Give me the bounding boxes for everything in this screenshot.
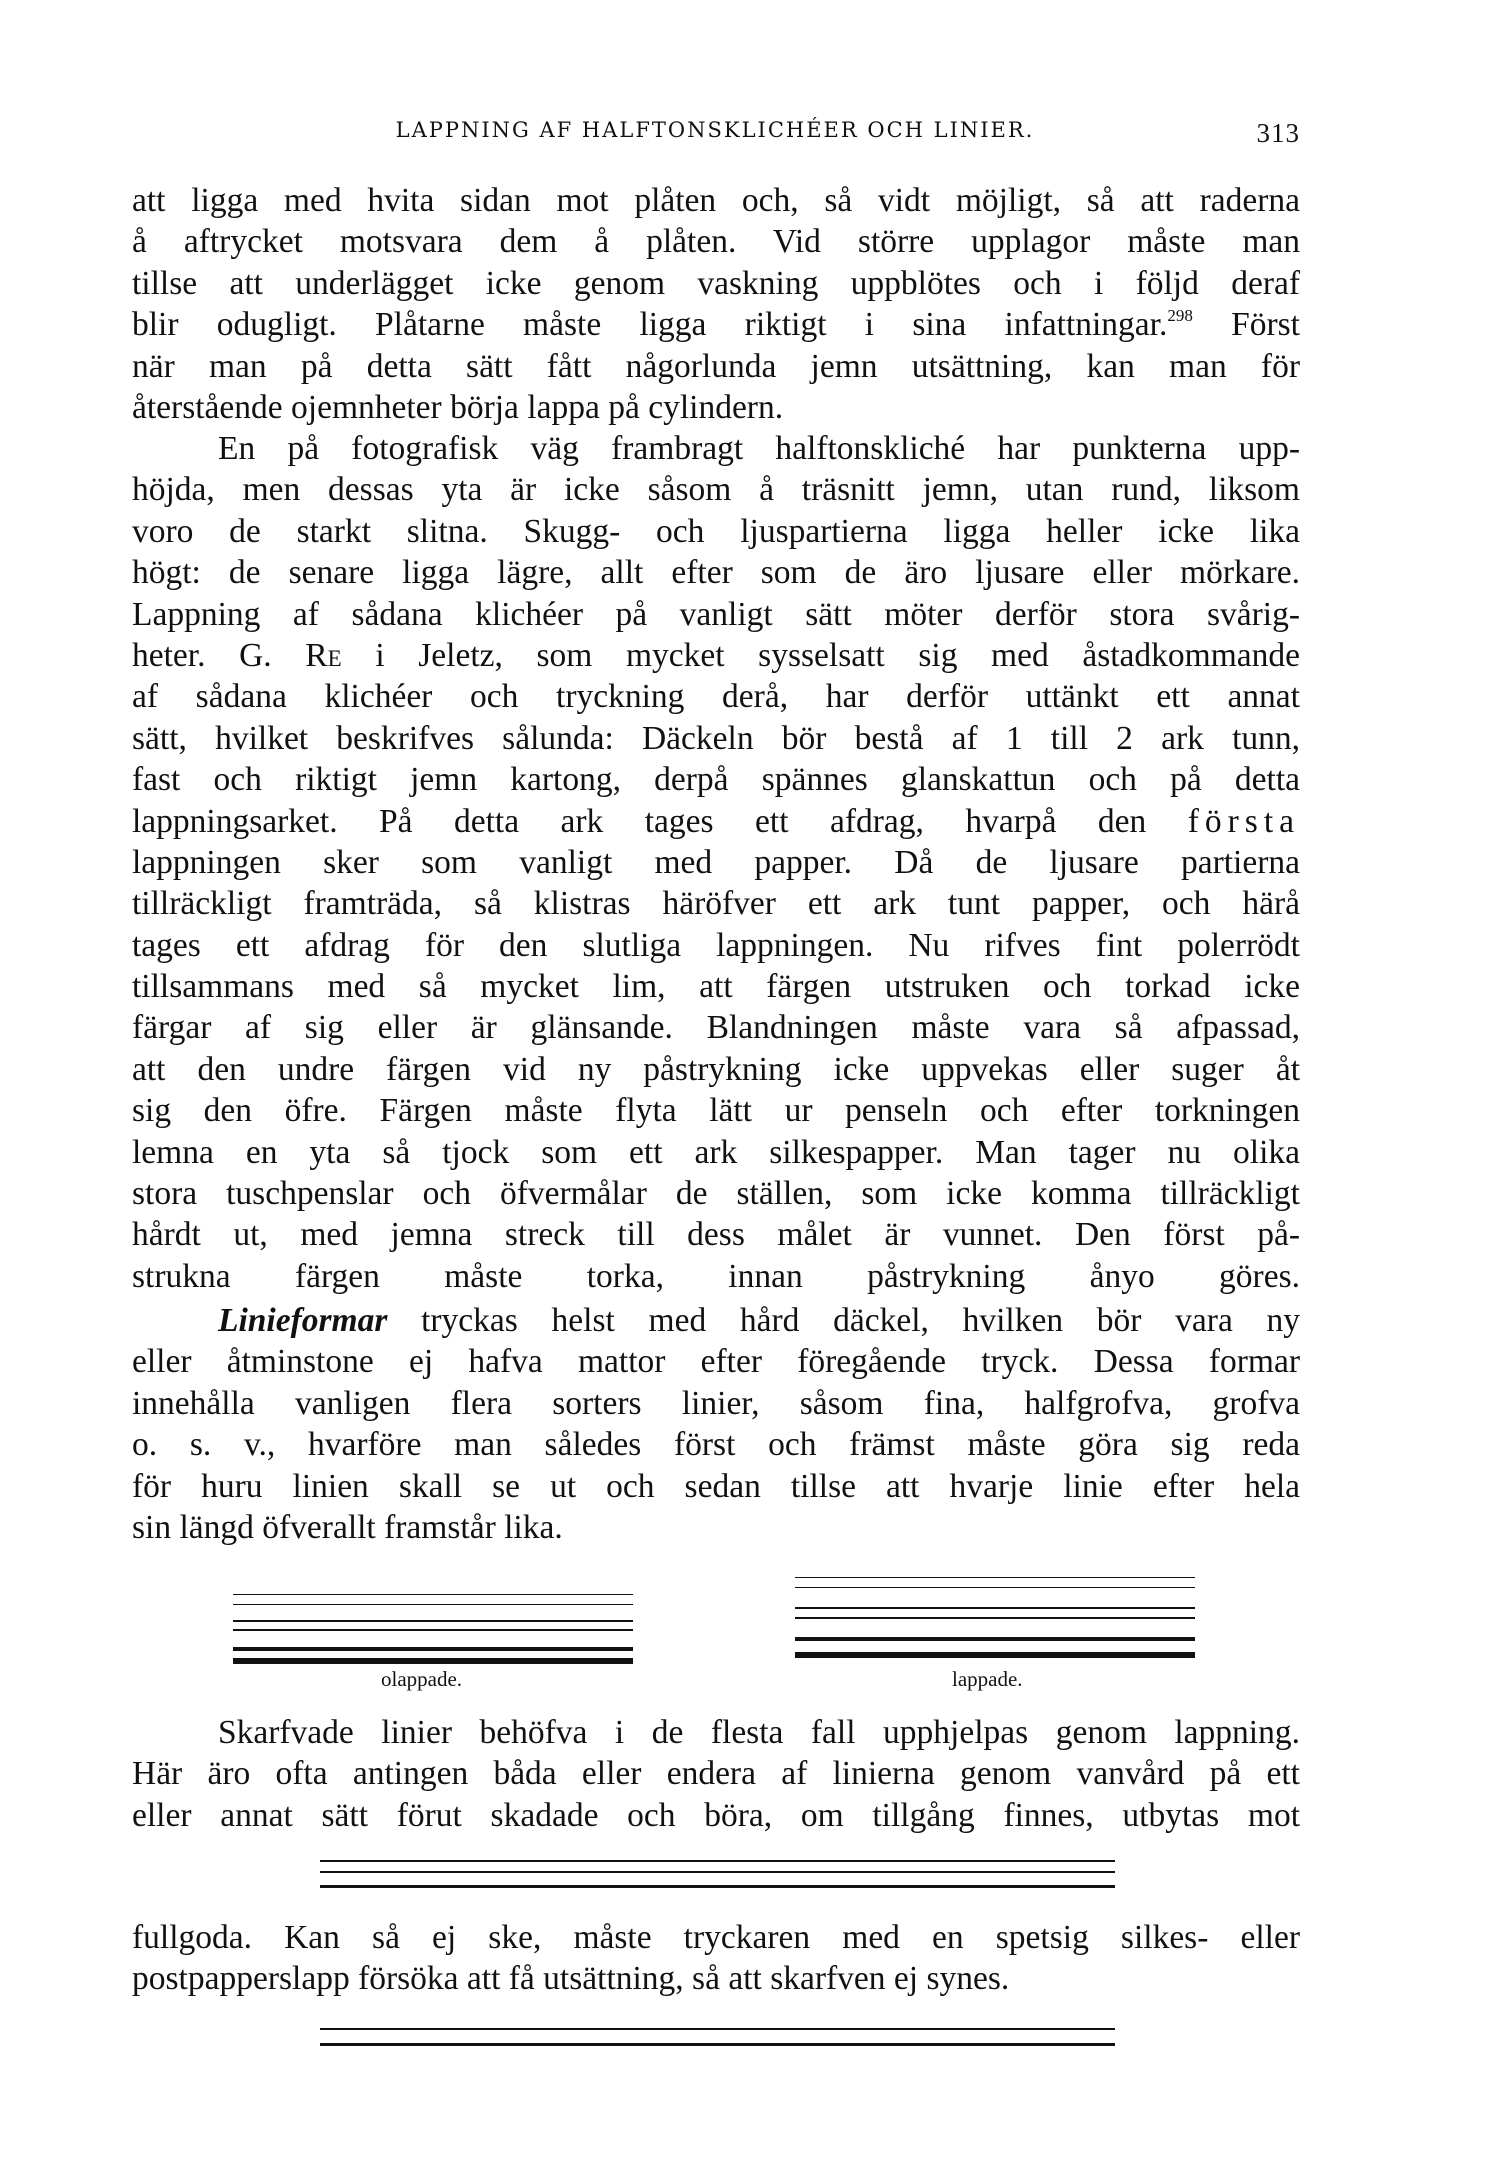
text-line: återstående ojemnheter börja lappa på cylindern. (132, 388, 784, 426)
text-line (132, 1300, 1300, 1341)
text-line: fast och riktigt jemn kartong, derpå spännes glanskattun och på detta (132, 761, 1300, 799)
paragraph-4 (132, 1712, 1300, 1836)
person-name: Re (305, 636, 342, 674)
text-line (132, 801, 1300, 842)
text-line: för huru linien skall se ut och sedan tillse att hvarje linie efter hela (132, 1467, 1300, 1505)
text-line: af sådana klichéer och tryckning derå, har derför uttänkt ett annat (132, 678, 1300, 716)
rule-thick (233, 1647, 633, 1651)
spaced-word: första (1187, 802, 1301, 840)
text-line (132, 304, 1300, 345)
text-segment: heter. G. (132, 636, 272, 674)
text-line: tillräckligt framträda, så klistras häröfver ett ark tunt papper, och härå (132, 885, 1300, 923)
text-line: voro de starkt slitna. Skugg- och ljuspartierna ligga heller icke lika (132, 512, 1300, 550)
text-line: Skarfvade linier behöfva i de flesta fall upphjelpas genom lappning. (218, 1714, 1300, 1751)
rule-thick (795, 1637, 1195, 1641)
text-line: strukna färgen måste torka, innan påstrykning ånyo göres. (132, 1257, 1300, 1295)
text-line: postpapperslapp försöka att få utsättning, så att skarfven ej synes. (132, 1960, 1010, 1998)
text-line: att den undre färgen vid ny påstrykning icke uppvekas eller suger åt (132, 1050, 1300, 1088)
text-line: å aftrycket motsvara dem å plåten. Vid större upplagor måste man (132, 223, 1300, 261)
page-number: 313 (1256, 118, 1300, 148)
rule-medium (320, 1885, 1115, 1888)
rule-thin (320, 2028, 1115, 2030)
text-line: Här äro ofta antingen båda eller endera af linierna genom vanvård på ett (132, 1755, 1300, 1793)
rule-medium (795, 1607, 1195, 1609)
text-segment: i Jeletz, som mycket sysselsatt sig med åstadkommande (375, 636, 1301, 674)
text-segment: lappningsarket. På detta ark tages ett afdrag, hvarpå den (132, 802, 1147, 840)
rule-thin (320, 1871, 1115, 1873)
rule-thin (795, 1587, 1195, 1588)
text-line: eller annat sätt förut skadade och böra, om tillgång finnes, utbytas mot (132, 1796, 1300, 1834)
rule-medium (233, 1629, 633, 1631)
paragraph-1 (132, 180, 1300, 428)
rule-heavy (795, 1652, 1195, 1658)
text-line: o. s. v., hvarföre man således först och främst måste göra sig reda (132, 1426, 1300, 1464)
paragraph-5 (132, 1917, 1300, 2000)
text-line: hårdt ut, med jemna streck till dess målet är vunnet. Den först på- (132, 1216, 1300, 1254)
text-line: tillse att underlägget icke genom vaskning uppblötes och i följd deraf (132, 264, 1300, 302)
text-line (132, 635, 1300, 676)
text-line: färgar af sig eller är glänsande. Blandningen måste vara så afpassad, (132, 1009, 1300, 1047)
rule-thin (233, 1604, 633, 1605)
rule-thin (795, 1577, 1195, 1578)
rule-medium (233, 1620, 633, 1622)
italic-term: Linieformar (218, 1302, 388, 1339)
text-segment: blir odugligt. Plåtarne måste ligga riktigt i sina infattningar. (132, 306, 1168, 344)
text-segment: Först (1231, 306, 1300, 344)
text-line: En på fotografisk väg frambragt halftonskliché har punkterna upp- (218, 430, 1300, 467)
rule-medium (320, 2043, 1115, 2046)
paragraph-3 (132, 1300, 1300, 1548)
footnote-ref: 298 (1167, 306, 1193, 326)
text-line: Lappning af sådana klichéer på vanligt sätt möter derför stora svårig- (132, 595, 1300, 633)
rule-medium (795, 1617, 1195, 1619)
running-title: LAPPNING AF HALFTONSKLICHÉER OCH LINIER. (395, 118, 1035, 142)
text-line: sin längd öfverallt framstår lika. (132, 1508, 563, 1546)
text-line: tillsammans med så mycket lim, att färgen utstruken och torkad icke (132, 968, 1300, 1006)
rule-thin (320, 1860, 1115, 1862)
caption-olappade: olappade. (381, 1667, 463, 1691)
text-line: höjda, men dessas yta är icke såsom å träsnitt jemn, utan rund, liksom (132, 471, 1300, 509)
rule-heavy (233, 1658, 633, 1664)
paragraph-2 (132, 428, 1300, 1339)
running-head (130, 118, 1300, 158)
text-line: när man på detta sätt fått någorlunda jemn utsättning, kan man för (132, 347, 1300, 385)
text-line: sätt, hvilket beskrifves sålunda: Däckeln bör bestå af 1 till 2 ark tunn, (132, 719, 1300, 757)
text-line: fullgoda. Kan så ej ske, måste tryckaren med en spetsig silkes- eller (132, 1919, 1300, 1956)
text-line: lappningen sker som vanligt med papper. Då de ljusare partierna (132, 843, 1300, 881)
text-line: tages ett afdrag för den slutliga lappningen. Nu rifves fint polerrödt (132, 926, 1300, 964)
text-line: högt: de senare ligga lägre, allt efter som de äro ljusare eller mörkare. (132, 554, 1300, 592)
text-line: att ligga med hvita sidan mot plåten och, så vidt möjligt, så att raderna (132, 182, 1300, 219)
text-line: eller åtminstone ej hafva mattor efter föregående tryck. Dessa formar (132, 1343, 1300, 1381)
rule-thin (233, 1594, 633, 1595)
text-line: lemna en yta så tjock som ett ark silkespapper. Man tager nu olika (132, 1133, 1300, 1171)
text-segment: tryckas helst med hård däckel, hvilken bör vara ny (421, 1302, 1301, 1339)
text-line: stora tuschpenslar och öfvermålar de ställen, som icke komma tillräckligt (132, 1175, 1300, 1213)
text-line: sig den öfre. Färgen måste flyta lätt ur penseln och efter torkningen (132, 1092, 1300, 1130)
caption-lappade: lappade. (952, 1667, 1023, 1691)
text-line: innehålla vanligen flera sorters linier, såsom fina, halfgrofva, grofva (132, 1384, 1300, 1422)
